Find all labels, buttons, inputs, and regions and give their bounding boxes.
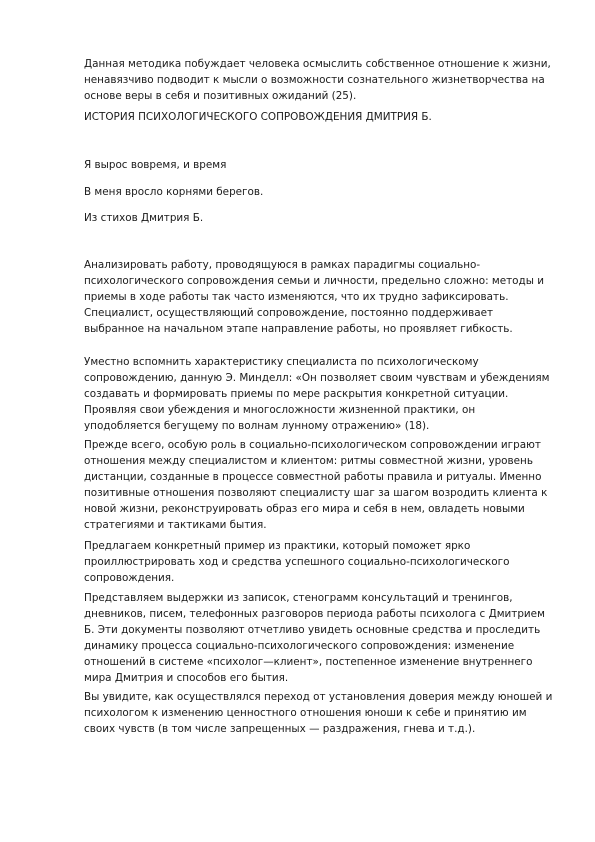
body-paragraph-3: Прежде всего, особую роль в социально-психологическом сопровождении играют отношения между специалистом и клиентом: ритмы совместной жизни, уровень дистанции, созданные в процессе совместной работы правила и ритуалы. Именно позитивные отношения позволяют специалисту шаг за шагом возродить клиента к новой жизни, реконструировать образ его мира и себя в нем, овладеть новыми стратегиями и тактиками бытия. <box>84 439 548 531</box>
section-heading: ИСТОРИЯ ПСИХОЛОГИЧЕСКОГО СОПРОВОЖДЕНИЯ ДМИТРИЯ Б. <box>84 111 432 123</box>
body-paragraph-6: Вы увидите, как осуществлялся переход от установления доверия между юношей и психологом к изменению ценностного отношения юноши к себе и принятию им своих чувств (в том числе запрещенных — раздражения, гнева и т.д.). <box>84 691 553 735</box>
intro-paragraph: Данная методика побуждает человека осмыслить собственное отношение к жизни, ненавязчиво подводит к мысли о возможности сознательного жизнетворчества на основе веры в себя и позитивных ожиданий (25). <box>84 58 551 102</box>
body-paragraph-5: Представляем выдержки из записок, стенограмм консультаций и тренингов, дневников, писем, телефонных разговоров периода работы психолога с Дмитрием Б. Эти документы позволяют отчетливо увидеть основные средства и проследить динамику процесса социально-психологического сопровождения: изменение отношений в системе «психолог—клиент», постепенное изменение внутреннего мира Дмитрия и способов его бытия. <box>84 592 545 684</box>
body-paragraph-2: Уместно вспомнить характеристику специалиста по психологическому сопровождению, данную Э. Минделл: «Он позволяет своим чувствам и убеждениям создавать и формировать приемы по мере раскрытия конкретной ситуации. Проявляя свои убеждения и многосложности жизненной практики, он уподобляется бегущему по волнам лунному отражению» (18). <box>84 356 550 432</box>
epigraph-line-2: В меня вросло корнями берегов. <box>84 186 264 198</box>
body-paragraph-4: Предлагаем конкретный пример из практики, который поможет ярко проиллюстрировать ход и средства успешного социально-психологического сопровождения. <box>84 540 510 584</box>
epigraph-source: Из стихов Дмитрия Б. <box>84 212 204 224</box>
epigraph-line-1: Я вырос вовремя, и время <box>84 159 227 171</box>
body-paragraph-1: Анализировать работу, проводящуюся в рамках парадигмы социально-психологического сопровождения семьи и личности, предельно сложно: методы и приемы в ходе работы так часто изменяются, что их трудно зафиксировать. Специалист, осуществляющий сопровождение, постоянно поддерживает выбранное на начальном этапе направление работы, но проявляет гибкость. <box>84 259 544 335</box>
